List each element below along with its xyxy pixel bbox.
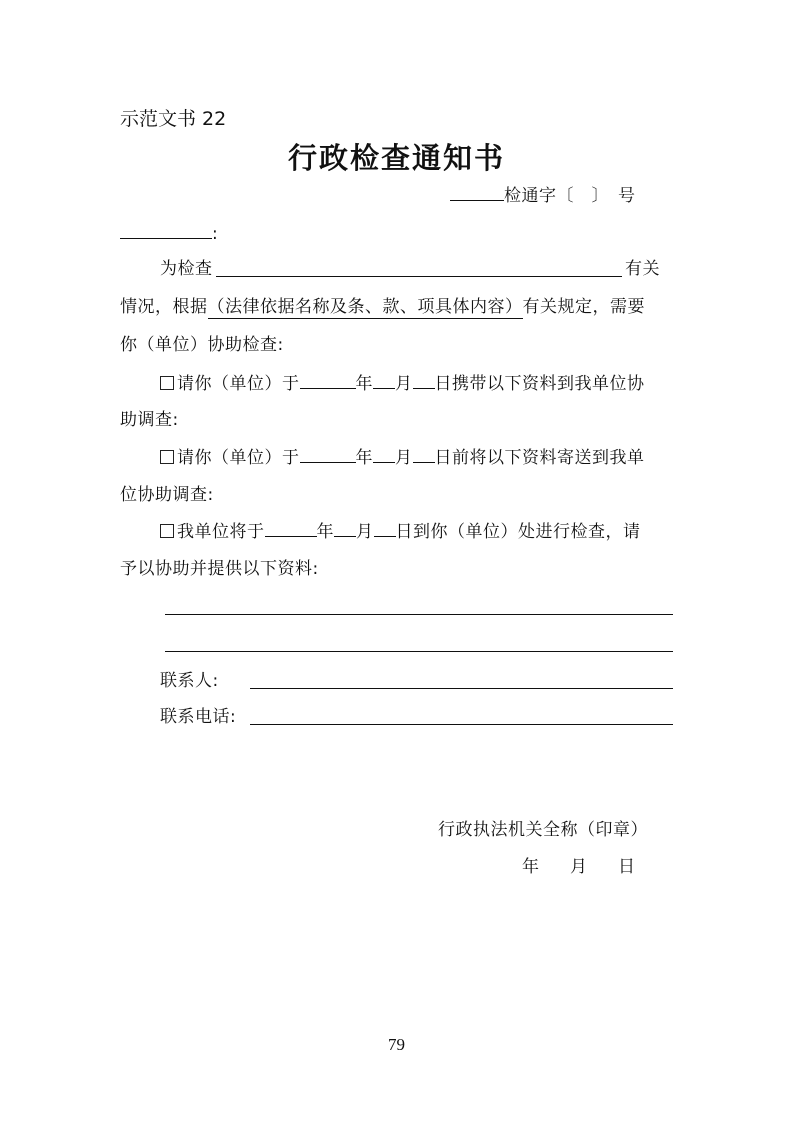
recipient-line xyxy=(120,222,218,245)
recipient-colon: : xyxy=(212,224,219,244)
contact-person-label: 联系人: xyxy=(160,671,219,691)
option-1-checkbox[interactable] xyxy=(160,376,174,390)
materials-line-2[interactable] xyxy=(165,651,673,652)
inspection-subject-blank[interactable] xyxy=(216,276,622,277)
document-number-suffix: 检通字〔 〕 号 xyxy=(504,186,636,206)
issuer-name: 行政执法机关全称（印章） xyxy=(438,820,648,840)
option-2-day-blank[interactable] xyxy=(413,446,435,463)
option-2-post: 日前将以下资料寄送到我单 xyxy=(434,448,645,468)
option-2-checkbox[interactable] xyxy=(160,450,174,464)
date-month: 月 xyxy=(570,857,588,877)
document-number xyxy=(450,184,636,207)
option-1-month: 月 xyxy=(395,374,413,394)
document-number-blank[interactable] xyxy=(450,184,504,201)
document-label: 示范文书 22 xyxy=(120,108,227,130)
page-number: 79 xyxy=(388,1035,405,1054)
assist-line: 你（单位）协助检查: xyxy=(120,335,284,355)
contact-phone-label: 联系电话: xyxy=(160,707,237,727)
option-3-month-blank[interactable] xyxy=(334,520,356,537)
option-2-pre: 请你（单位）于 xyxy=(177,448,300,468)
option-2-month: 月 xyxy=(395,448,413,468)
legal-basis-underlined: （法律依据名称及条、款、项具体内容） xyxy=(207,297,523,317)
inspection-tail: 有关 xyxy=(625,259,660,279)
option-2-month-blank[interactable] xyxy=(373,446,395,463)
legal-basis-line xyxy=(120,296,645,318)
legal-basis-pre: 情况，根据 xyxy=(120,297,208,317)
option-3-checkbox[interactable] xyxy=(160,524,174,538)
contact-person-blank[interactable] xyxy=(250,688,673,689)
option-1-continuation: 助调查: xyxy=(120,410,179,430)
option-3 xyxy=(160,520,641,543)
option-1-post: 日携带以下资料到我单位协 xyxy=(434,374,645,394)
option-2-year: 年 xyxy=(355,448,373,468)
option-3-year-blank[interactable] xyxy=(265,520,317,537)
option-1-pre: 请你（单位）于 xyxy=(177,374,300,394)
contact-phone-blank[interactable] xyxy=(250,724,673,725)
option-2-year-blank[interactable] xyxy=(300,446,356,463)
option-1-year-blank[interactable] xyxy=(300,372,356,389)
option-1 xyxy=(160,372,645,395)
recipient-blank[interactable] xyxy=(120,222,212,239)
inspection-subject-line xyxy=(160,258,213,280)
option-2 xyxy=(160,446,645,469)
date-day: 日 xyxy=(618,857,636,877)
date-year: 年 xyxy=(522,857,540,877)
legal-basis-post: 有关规定，需要 xyxy=(522,297,645,317)
option-3-post: 日到你（单位）处进行检查，请 xyxy=(395,522,641,542)
option-3-day-blank[interactable] xyxy=(374,520,396,537)
option-3-pre: 我单位将于 xyxy=(177,522,265,542)
option-1-day-blank[interactable] xyxy=(413,372,435,389)
inspection-lead: 为检查 xyxy=(160,259,213,279)
option-1-month-blank[interactable] xyxy=(373,372,395,389)
page-title: 行政检查通知书 xyxy=(287,141,505,175)
materials-line-1[interactable] xyxy=(165,614,673,615)
option-2-continuation: 位协助调查: xyxy=(120,485,214,505)
option-1-year: 年 xyxy=(355,374,373,394)
option-3-month: 月 xyxy=(356,522,374,542)
option-3-year: 年 xyxy=(316,522,334,542)
option-3-continuation: 予以协助并提供以下资料: xyxy=(120,559,319,579)
